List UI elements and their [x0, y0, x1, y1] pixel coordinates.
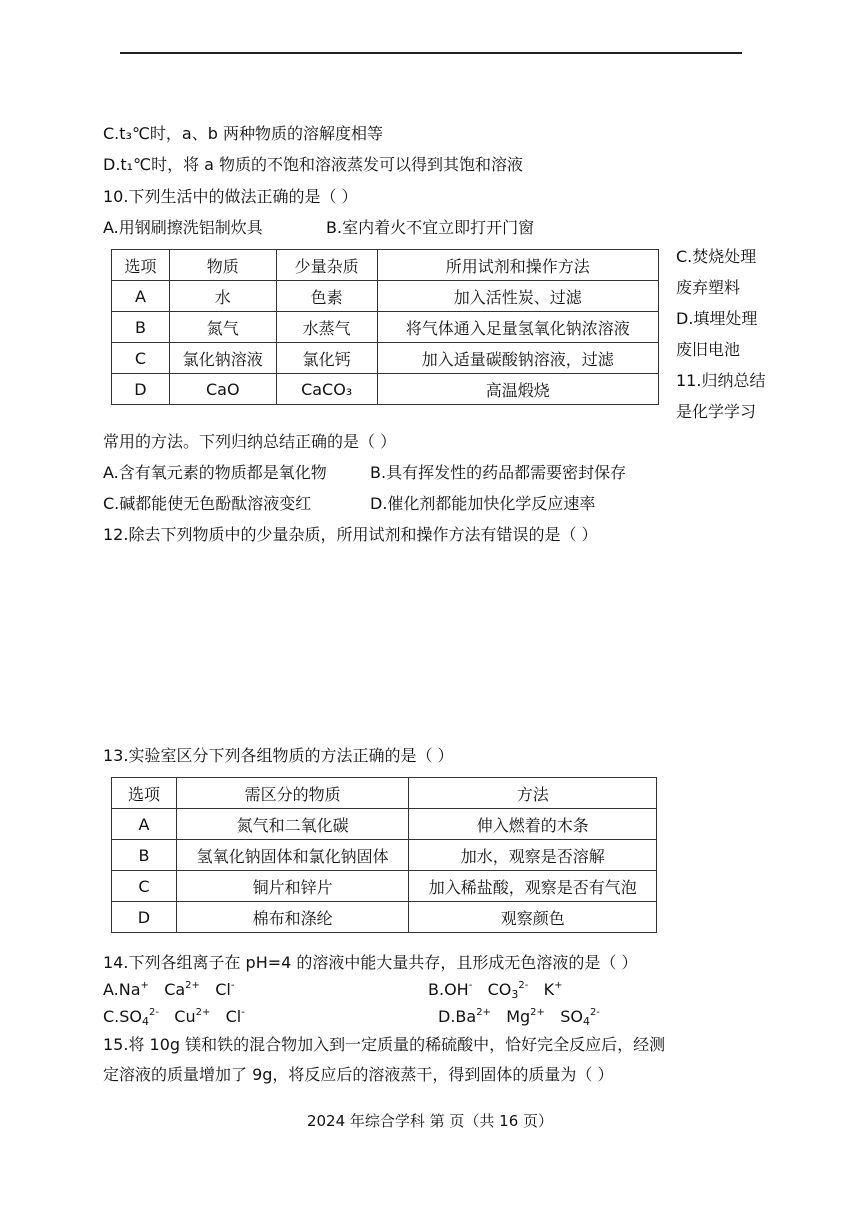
ion-charge: 2- — [518, 980, 529, 991]
ion-charge: 2- — [589, 1007, 600, 1018]
table-cell: 氯化钠溶液 — [169, 343, 276, 374]
table-header-cell: 少量杂质 — [276, 250, 377, 281]
table-header-row — [112, 250, 659, 281]
ion-charge: - — [230, 980, 235, 991]
ion-charge: + — [140, 980, 149, 991]
option-label: D. — [438, 1007, 456, 1026]
table-cell: C — [112, 871, 177, 902]
table-row — [112, 871, 657, 902]
ion-charge: - — [241, 1007, 245, 1018]
table-row — [112, 809, 657, 840]
q11-option-c: C.碱都能使无色酚酞溶液变红 — [103, 494, 312, 513]
q14-option-b — [428, 979, 562, 1001]
ion-charge: 2+ — [530, 1007, 545, 1018]
ion-symbol: Na — [118, 980, 141, 999]
ion-symbol: Cl — [225, 1007, 242, 1026]
ion-symbol: Ba — [455, 1007, 477, 1026]
table-row — [112, 840, 657, 871]
option-label: B. — [428, 980, 445, 999]
table-row — [112, 374, 659, 405]
table-header-cell: 选项 — [112, 250, 170, 281]
ion-symbol: K — [543, 980, 555, 999]
table-header-cell: 需区分的物质 — [176, 778, 409, 809]
q11-option-a: A.含有氧元素的物质都是氧化物 — [103, 463, 327, 482]
table-header-cell: 所用试剂和操作方法 — [377, 250, 658, 281]
ion-charge: + — [554, 980, 563, 991]
q11-option-b: B.具有挥发性的药品都需要密封保存 — [370, 463, 627, 482]
q11-stem-part2: 是化学学习 — [676, 402, 757, 421]
table-cell: D — [112, 902, 177, 933]
q13-table — [111, 777, 657, 933]
ion-symbol: OH — [444, 980, 469, 999]
table-row — [112, 343, 659, 374]
ion-subscript: 3 — [511, 988, 519, 1001]
q9-option-d: D.t₁℃时，将 a 物质的不饱和溶液蒸发可以得到其饱和溶液 — [103, 155, 524, 174]
q12-table — [111, 249, 659, 405]
table-cell: 将气体通入足量氢氧化钠浓溶液 — [377, 312, 658, 343]
ion-symbol: Cl — [215, 980, 231, 999]
ion-subscript: 4 — [142, 1015, 150, 1028]
ion-symbol: Ca — [164, 980, 186, 999]
q12-stem: 12.除去下列物质中的少量杂质，所用试剂和操作方法有错误的是（ ） — [103, 525, 598, 544]
q14-option-a — [103, 979, 234, 1001]
option-label: A. — [103, 980, 119, 999]
table-cell: 加入稀盐酸，观察是否有气泡 — [409, 871, 657, 902]
q14-stem: 14.下列各组离子在 pH=4 的溶液中能大量共存，且形成无色溶液的是（ ） — [103, 953, 638, 972]
ion-charge: 2+ — [476, 1007, 491, 1018]
page-footer: 2024 年综合学科 第 页（共 16 页） — [306, 1112, 554, 1130]
table-header-cell: 物质 — [169, 250, 276, 281]
ion-symbol: Cu — [174, 1007, 196, 1026]
q11-stem-part3: 常用的方法。下列归纳总结正确的是（ ） — [103, 432, 397, 451]
header-rule — [120, 52, 742, 54]
table-cell: 氮气 — [169, 312, 276, 343]
q14-option-d — [438, 1006, 600, 1028]
table-header-cell: 选项 — [112, 778, 177, 809]
table-cell: A — [112, 809, 177, 840]
table-cell: 氢氧化钠固体和氯化钠固体 — [176, 840, 409, 871]
table-cell: 观察颜色 — [409, 902, 657, 933]
ion-charge: 2+ — [195, 1007, 211, 1018]
ion-symbol: Mg — [506, 1007, 531, 1026]
table-cell: 铜片和锌片 — [176, 871, 409, 902]
table-cell: 加入活性炭、过滤 — [377, 281, 658, 312]
q15-line2: 定溶液的质量增加了 9g，将反应后的溶液蒸干，得到固体的质量为（ ） — [103, 1065, 614, 1084]
q10-option-b: B.室内着火不宜立即打开门窗 — [326, 218, 535, 237]
q10-option-c-line2: 废弃塑料 — [676, 278, 741, 297]
table-cell: 氯化钙 — [276, 343, 377, 374]
table-cell: 高温煅烧 — [377, 374, 658, 405]
ion-symbol: CO — [487, 980, 512, 999]
table-cell: 氮气和二氧化碳 — [176, 809, 409, 840]
table-header-cell: 方法 — [409, 778, 657, 809]
table-cell: CaCO₃ — [276, 374, 377, 405]
table-row — [112, 281, 659, 312]
ion-charge: 2+ — [185, 980, 200, 991]
q11-option-d: D.催化剂都能加快化学反应速率 — [370, 494, 596, 513]
ion-charge: - — [468, 980, 473, 991]
table-cell: CaO — [169, 374, 276, 405]
ion-symbol: SO — [560, 1007, 583, 1026]
table-cell: D — [112, 374, 170, 405]
ion-symbol: SO — [119, 1007, 143, 1026]
ion-charge: 2- — [149, 1007, 159, 1018]
q15-line1: 15.将 10g 镁和铁的混合物加入到一定质量的稀硫酸中，恰好完全反应后，经测 — [103, 1035, 666, 1054]
option-label: C. — [103, 1007, 120, 1026]
table-row — [112, 902, 657, 933]
table-cell: 水蒸气 — [276, 312, 377, 343]
table-cell: 伸入燃着的木条 — [409, 809, 657, 840]
q10-option-d-line1: D.填埋处理 — [676, 309, 758, 328]
table-cell: 加水，观察是否溶解 — [409, 840, 657, 871]
q14-option-c — [103, 1006, 245, 1028]
table-cell: C — [112, 343, 170, 374]
q11-stem-part1: 11.归纳总结 — [676, 371, 766, 390]
ion-subscript: 4 — [582, 1015, 590, 1028]
q13-stem: 13.实验室区分下列各组物质的方法正确的是（ ） — [103, 746, 454, 765]
table-cell: 水 — [169, 281, 276, 312]
q10-option-a: A.用钢刷擦洗铝制炊具 — [103, 218, 263, 237]
table-cell: 色素 — [276, 281, 377, 312]
table-row — [112, 312, 659, 343]
table-cell: 加入适量碳酸钠溶液，过滤 — [377, 343, 658, 374]
table-cell: B — [112, 312, 170, 343]
q9-option-c: C.t₃℃时，a、b 两种物质的溶解度相等 — [103, 124, 383, 143]
q10-option-c-line1: C.焚烧处理 — [676, 247, 757, 266]
table-cell: A — [112, 281, 170, 312]
q10-option-d-line2: 废旧电池 — [676, 340, 741, 359]
table-cell: 棉布和涤纶 — [176, 902, 409, 933]
table-header-row — [112, 778, 657, 809]
q10-stem: 10.下列生活中的做法正确的是（ ） — [103, 187, 358, 206]
table-cell: B — [112, 840, 177, 871]
